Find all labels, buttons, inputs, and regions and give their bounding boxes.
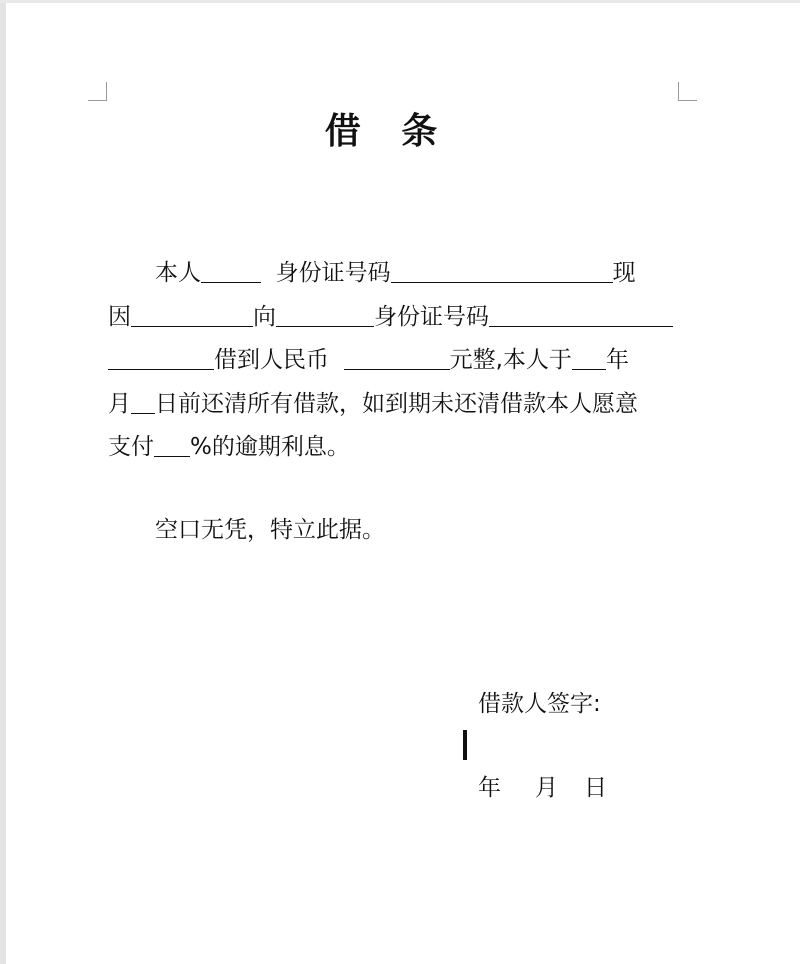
blank-year[interactable]: [572, 345, 606, 370]
margin-corner-top-left: [88, 82, 107, 101]
blank-lender-name[interactable]: [276, 302, 374, 327]
blank-borrower-name[interactable]: [201, 258, 261, 283]
text-segment: 元整,本人于: [449, 347, 572, 373]
blank-interest-rate[interactable]: [154, 432, 190, 457]
text-segment: 身份证号码: [374, 303, 489, 330]
page-top-edge: [0, 0, 800, 3]
date-month: 月: [535, 775, 558, 801]
text-segment: 月: [108, 390, 131, 417]
loan-paragraph[interactable]: [108, 252, 688, 470]
date-year: 年: [478, 775, 501, 801]
text-segment: 年: [605, 347, 629, 373]
text-segment: 向: [253, 303, 276, 330]
text-segment: 支付: [108, 434, 154, 460]
blank-reason[interactable]: [131, 302, 253, 327]
text-segment: 本人: [155, 260, 201, 286]
paragraph-line-1: [108, 252, 688, 296]
blank-borrower-id[interactable]: [391, 258, 613, 283]
blank-month[interactable]: [131, 389, 155, 414]
blank-lender-id-continued[interactable]: [108, 345, 214, 370]
text-segment: 日前还清所有借款，如到期未还清借款本人愿意: [155, 390, 638, 417]
text-segment: 因: [108, 303, 131, 330]
closing-statement: 空口无凭，特立此据。: [155, 517, 385, 543]
text-segment: 现: [612, 260, 636, 286]
margin-corner-top-right: [678, 82, 697, 101]
text-segment: 身份证号码: [275, 260, 391, 286]
text-cursor[interactable]: [463, 730, 467, 760]
blank-lender-id[interactable]: [489, 302, 673, 327]
date-day: 日: [584, 775, 607, 801]
borrower-signature-label: 借款人签字:: [478, 691, 601, 717]
paragraph-line-3: [108, 339, 688, 383]
paragraph-line-2: [108, 296, 688, 340]
paragraph-line-5: [108, 426, 688, 470]
text-segment: %的逾期利息。: [190, 434, 350, 460]
paragraph-line-4: [108, 383, 688, 427]
document-title: 借 条: [324, 111, 452, 152]
blank-amount[interactable]: [344, 345, 450, 370]
text-segment: 借到人民币: [214, 347, 329, 373]
signature-date-line: [478, 766, 607, 810]
